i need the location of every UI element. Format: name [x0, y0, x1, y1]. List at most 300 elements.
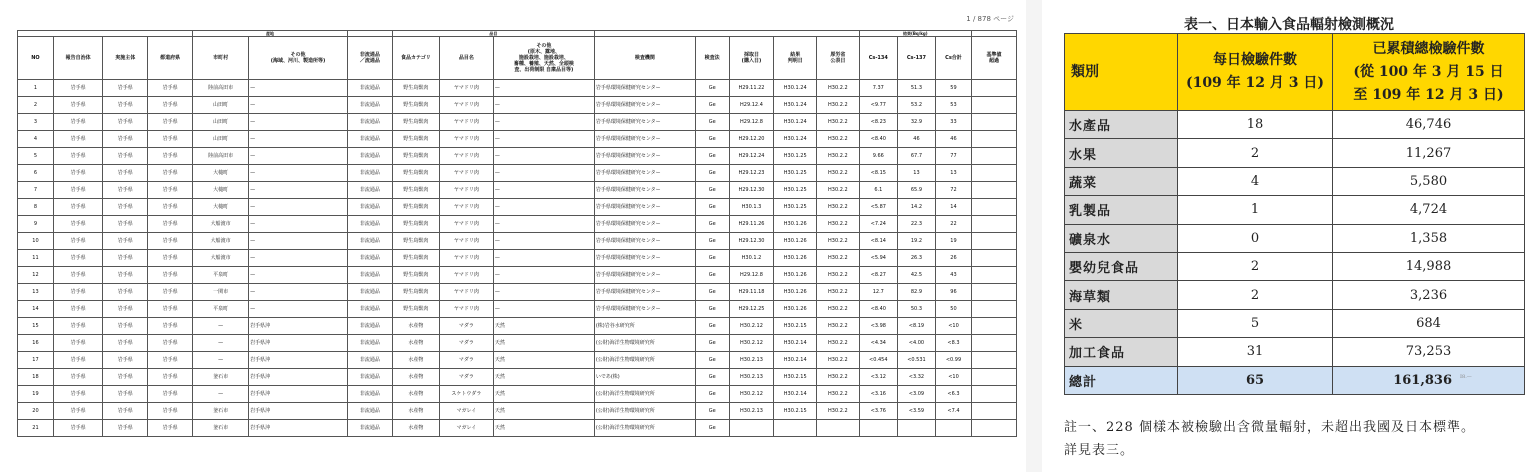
table-cell: H30.1.26 [774, 250, 817, 267]
table-cell [971, 131, 1016, 148]
table-cell: H30.2.2 [817, 182, 860, 199]
table-cell: 岩手県 [53, 284, 102, 301]
table-cell: 岩手県 [53, 250, 102, 267]
header-daily-line2: (109 年 12 月 3 日) [1185, 75, 1325, 91]
table-cell: 10 [18, 233, 54, 250]
table-cell: 岩手県 [103, 352, 148, 369]
table-cell: 岩手県 [103, 131, 148, 148]
table-cell: <3.76 [859, 403, 897, 420]
table-cell: H30.2.2 [817, 369, 860, 386]
table-cell: 釜石市 [193, 403, 249, 420]
column-header: その他 (原木、露地、 施設栽培、施設栽培、 畜種、養殖、天然、全頭検 査、出荷制限 自粛品目等) [493, 37, 594, 80]
table-cell: 岩手県 [53, 369, 102, 386]
table-row [18, 284, 1017, 301]
table-cell: 岩手県 [103, 80, 148, 97]
table-cell: (公財)海洋生物環境研究所 [594, 420, 695, 437]
group-result: 結果(Bq/kg) [859, 31, 971, 37]
cumulative-count-cell: 4,724 [1333, 196, 1525, 224]
table-row [18, 216, 1017, 233]
table-cell: 天然 [493, 420, 594, 437]
table-cell: 岩手県 [53, 165, 102, 182]
table-cell: 非流通品 [347, 250, 392, 267]
table-cell: 野生鳥獣肉 [392, 165, 439, 182]
table-cell: H30.2.2 [817, 199, 860, 216]
table-cell: 岩手県 [53, 403, 102, 420]
table-cell: 非流通品 [347, 301, 392, 318]
table-cell [971, 352, 1016, 369]
table-cell: — [493, 284, 594, 301]
daily-count-cell: 5 [1178, 309, 1333, 337]
table-row [18, 403, 1017, 420]
table-cell: H30.1.25 [774, 199, 817, 216]
table-cell: H30.2.2 [817, 97, 860, 114]
table-cell: 岩手県 [148, 352, 193, 369]
table-cell: H30.1.3 [729, 199, 774, 216]
table-cell: — [493, 114, 594, 131]
table-cell: <3.32 [897, 369, 935, 386]
table-cell: 岩手県 [148, 97, 193, 114]
table-cell: 岩手県 [53, 148, 102, 165]
table-cell: H30.2.13 [729, 403, 774, 420]
table-cell: 水産物 [392, 335, 439, 352]
table-cell: 43 [936, 267, 972, 284]
table-cell: <0.99 [936, 352, 972, 369]
table-cell: 岩手県 [103, 182, 148, 199]
table-cell: H30.1.26 [774, 216, 817, 233]
table-cell: 19 [936, 233, 972, 250]
column-header: その他 (海域、河川、製造所等) [249, 37, 348, 80]
total-daily: 65 [1178, 366, 1333, 394]
table-cell: 6.1 [859, 182, 897, 199]
table-cell: 非流通品 [347, 80, 392, 97]
table-cell: 岩手県 [53, 233, 102, 250]
table-cell: 1 [18, 80, 54, 97]
table-cell: H30.2.12 [729, 318, 774, 335]
table-cell: 非流通品 [347, 114, 392, 131]
table-cell: ヤマドリ肉 [439, 148, 493, 165]
page-indicator: 1 / 878 ページ [966, 15, 1014, 23]
table-cell: — [249, 148, 348, 165]
radiation-summary-table [1064, 33, 1525, 395]
table-cell: Ge [695, 131, 729, 148]
table-cell: 非流通品 [347, 284, 392, 301]
table-cell: 12.7 [859, 284, 897, 301]
column-header: 検査法 [695, 37, 729, 80]
table-title: 表一、日本輸入食品輻射檢測概況 [1184, 17, 1394, 33]
table-cell: 岩手県沖 [249, 403, 348, 420]
table-cell: 岩手県 [53, 420, 102, 437]
table-cell: マダラ [439, 369, 493, 386]
table-cell: — [193, 335, 249, 352]
table-cell: H30.2.14 [774, 352, 817, 369]
table-cell: H30.2.15 [774, 318, 817, 335]
table-cell: 20 [18, 403, 54, 420]
cumulative-count-cell: 5,580 [1333, 167, 1525, 195]
table-cell [971, 216, 1016, 233]
table-cell: H30.2.2 [817, 165, 860, 182]
table-cell: 15 [18, 318, 54, 335]
table-cell: H29.12.25 [729, 301, 774, 318]
table-cell: H30.2.2 [817, 131, 860, 148]
table-cell: 岩手県沖 [249, 420, 348, 437]
table-cell: 岩手県 [148, 182, 193, 199]
table-cell: 岩手県 [103, 386, 148, 403]
table-cell [971, 369, 1016, 386]
table-cell: — [249, 131, 348, 148]
table-cell: — [249, 284, 348, 301]
column-header: 食品カテゴリ [392, 37, 439, 80]
table-cell: H29.12.20 [729, 131, 774, 148]
table-cell: 岩手県 [148, 216, 193, 233]
table-cell [774, 420, 817, 437]
table-cell: <3.98 [859, 318, 897, 335]
daily-count-cell: 1 [1178, 196, 1333, 224]
table-cell: 13 [18, 284, 54, 301]
table-cell: H30.2.2 [817, 335, 860, 352]
table-cell: 岩手県沖 [249, 369, 348, 386]
category-cell: 嬰幼兒食品 [1065, 252, 1178, 280]
table-cell: 釜石市 [193, 369, 249, 386]
table-cell: 岩手県 [53, 352, 102, 369]
table-cell: 50.3 [897, 301, 935, 318]
table-cell [971, 386, 1016, 403]
table-row [18, 420, 1017, 437]
table-cell: 岩手県 [148, 284, 193, 301]
table-cell: H30.1.24 [774, 114, 817, 131]
table-cell [971, 250, 1016, 267]
table-cell: H30.1.24 [774, 97, 817, 114]
table-cell: H29.12.30 [729, 233, 774, 250]
table-cell: 山田町 [193, 97, 249, 114]
summary-row [1065, 224, 1525, 252]
table-row [18, 97, 1017, 114]
table-cell: 13 [936, 165, 972, 182]
table-cell: 岩手県環境保健研究センター [594, 233, 695, 250]
table-cell [971, 267, 1016, 284]
footnote-line2: 詳見表三。 [1064, 443, 1135, 458]
table-cell: <3.16 [859, 386, 897, 403]
table-cell: — [249, 267, 348, 284]
table-cell: (公財)海洋生物環境研究所 [594, 403, 695, 420]
column-header: 報告自治体 [53, 37, 102, 80]
table-cell: 非流通品 [347, 165, 392, 182]
table-cell: 大槌町 [193, 182, 249, 199]
table-row [18, 318, 1017, 335]
column-header: 市町村 [193, 37, 249, 80]
table-cell: 46 [897, 131, 935, 148]
table-cell: 野生鳥獣肉 [392, 131, 439, 148]
table-cell: H30.2.2 [817, 301, 860, 318]
table-row [18, 148, 1017, 165]
table-cell: — [193, 318, 249, 335]
table-cell: H30.2.2 [817, 233, 860, 250]
table-cell: 32.9 [897, 114, 935, 131]
table-cell: 51.3 [897, 80, 935, 97]
table-cell: Ge [695, 233, 729, 250]
table-cell: <6.3 [936, 386, 972, 403]
table-cell: H30.1.25 [774, 148, 817, 165]
table-cell: Ge [695, 182, 729, 199]
category-cell: 水果 [1065, 139, 1178, 167]
table-cell: — [249, 199, 348, 216]
header-daily [1178, 34, 1333, 111]
daily-count-cell: 18 [1178, 111, 1333, 139]
table-cell: H29.12.30 [729, 182, 774, 199]
table-cell: <0.531 [897, 352, 935, 369]
table-cell: 50 [936, 301, 972, 318]
table-cell: 大槌町 [193, 199, 249, 216]
table-cell: — [493, 250, 594, 267]
table-cell: ヤマドリ肉 [439, 114, 493, 131]
table-cell: 天然 [493, 386, 594, 403]
table-row [18, 165, 1017, 182]
table-cell: 水産物 [392, 386, 439, 403]
table-cell: 天然 [493, 352, 594, 369]
table-cell: 岩手県環境保健研究センター [594, 301, 695, 318]
total-cumulative-value: 161,836 [1393, 372, 1453, 388]
table-cell: <7.4 [936, 403, 972, 420]
table-cell: 岩手県 [103, 318, 148, 335]
table-cell: 非流通品 [347, 386, 392, 403]
table-cell: 岩手県環境保健研究センター [594, 267, 695, 284]
table-row [18, 250, 1017, 267]
table-cell: ヤマドリ肉 [439, 233, 493, 250]
table-cell: 26.3 [897, 250, 935, 267]
taiwan-summary-document [1042, 0, 1536, 472]
table-cell: ヤマドリ肉 [439, 165, 493, 182]
table-cell [971, 199, 1016, 216]
table-cell: H29.12.24 [729, 148, 774, 165]
table-cell: <8.27 [859, 267, 897, 284]
table-cell: H30.2.2 [817, 216, 860, 233]
daily-count-cell: 0 [1178, 224, 1333, 252]
table-cell: ヤマドリ肉 [439, 182, 493, 199]
table-cell: 46 [936, 131, 972, 148]
table-cell [971, 318, 1016, 335]
table-cell: — [249, 233, 348, 250]
table-cell: 岩手県 [53, 318, 102, 335]
table-cell: H29.12.8 [729, 114, 774, 131]
table-cell [971, 403, 1016, 420]
table-cell: 山田町 [193, 114, 249, 131]
summary-row [1065, 167, 1525, 195]
table-cell: — [249, 97, 348, 114]
table-cell [971, 148, 1016, 165]
table-cell: 岩手県 [103, 216, 148, 233]
table-cell: Ge [695, 420, 729, 437]
table-cell: — [493, 97, 594, 114]
table-cell: 岩手県 [148, 233, 193, 250]
table-cell: <8.15 [859, 165, 897, 182]
table-cell: 82.9 [897, 284, 935, 301]
column-header-row [18, 37, 1017, 80]
summary-row [1065, 139, 1525, 167]
table-row [18, 114, 1017, 131]
scan-mark: I8.— [1460, 373, 1472, 380]
table-cell: Ge [695, 97, 729, 114]
column-header: 厚労省 公表日 [817, 37, 860, 80]
table-cell: マガレイ [439, 420, 493, 437]
japan-inspection-table [17, 30, 1017, 437]
table-cell: 非流通品 [347, 131, 392, 148]
table-cell: 非流通品 [347, 403, 392, 420]
cumulative-count-cell: 11,267 [1333, 139, 1525, 167]
table-cell: 岩手県 [103, 233, 148, 250]
table-cell: 3 [18, 114, 54, 131]
table-cell: 岩手県 [103, 420, 148, 437]
summary-row [1065, 338, 1525, 366]
table-cell: Ge [695, 335, 729, 352]
table-cell: H29.11.18 [729, 284, 774, 301]
table-cell: 22.3 [897, 216, 935, 233]
column-header: Cs-134 [859, 37, 897, 80]
table-cell: — [249, 250, 348, 267]
table-cell: H29.12.23 [729, 165, 774, 182]
table-cell: 陸前高田市 [193, 80, 249, 97]
table-cell: 岩手県環境保健研究センター [594, 250, 695, 267]
table-cell: 岩手県 [148, 369, 193, 386]
table-cell: 岩手県沖 [249, 386, 348, 403]
table-cell: 岩手県環境保健研究センター [594, 216, 695, 233]
table-cell: 8 [18, 199, 54, 216]
table-cell: H30.2.15 [774, 369, 817, 386]
table-cell: マガレイ [439, 403, 493, 420]
table-cell: スケトウダラ [439, 386, 493, 403]
table-cell [817, 420, 860, 437]
table-cell: H30.2.15 [774, 403, 817, 420]
group-item: 品目 [392, 31, 594, 37]
table-cell: H30.1.26 [774, 233, 817, 250]
table-cell: 岩手県環境保健研究センター [594, 284, 695, 301]
table-cell: 岩手県 [103, 250, 148, 267]
table-cell: 岩手県 [103, 199, 148, 216]
table-cell: ヤマドリ肉 [439, 301, 493, 318]
table-cell: 岩手県 [53, 97, 102, 114]
column-header: 実施主体 [103, 37, 148, 80]
table-cell: H29.11.22 [729, 80, 774, 97]
summary-row [1065, 281, 1525, 309]
table-cell: 岩手県 [53, 335, 102, 352]
table-cell: H30.2.12 [729, 386, 774, 403]
table-cell: 33 [936, 114, 972, 131]
table-row [18, 352, 1017, 369]
table-cell: 2 [18, 97, 54, 114]
column-header: 都道府県 [148, 37, 193, 80]
table-cell: 非流通品 [347, 199, 392, 216]
table-cell: 岩手県 [53, 386, 102, 403]
table-cell: 岩手県 [53, 301, 102, 318]
table-cell: 非流通品 [347, 267, 392, 284]
table-cell: H30.2.13 [729, 352, 774, 369]
table-cell: (公財)海洋生物環境研究所 [594, 352, 695, 369]
table-cell: 水産物 [392, 352, 439, 369]
table-cell: 岩手県 [148, 420, 193, 437]
summary-row [1065, 252, 1525, 280]
header-cumulative-line3: 至 109 年 12 月 3 日) [1353, 86, 1504, 103]
table-cell: 岩手県 [148, 131, 193, 148]
table-cell: <5.94 [859, 250, 897, 267]
table-cell: 野生鳥獣肉 [392, 182, 439, 199]
table-cell: 大船渡市 [193, 233, 249, 250]
summary-row [1065, 196, 1525, 224]
table-cell: 岩手県環境保健研究センター [594, 131, 695, 148]
table-cell: マダラ [439, 335, 493, 352]
table-cell: H29.12.8 [729, 267, 774, 284]
table-cell: 9.66 [859, 148, 897, 165]
table-cell: 岩手県環境保健研究センター [594, 148, 695, 165]
table-cell: 岩手県 [148, 318, 193, 335]
table-cell: 野生鳥獣肉 [392, 284, 439, 301]
table-cell: 水産物 [392, 420, 439, 437]
table-cell: 77 [936, 148, 972, 165]
table-cell: 非流通品 [347, 352, 392, 369]
table-cell: 11 [18, 250, 54, 267]
table-cell: 岩手県 [53, 216, 102, 233]
table-cell: 19 [18, 386, 54, 403]
table-cell: H29.11.26 [729, 216, 774, 233]
table-cell: 水産物 [392, 403, 439, 420]
table-cell: ヤマドリ肉 [439, 97, 493, 114]
table-cell: H30.1.24 [774, 80, 817, 97]
table-cell: 非流通品 [347, 318, 392, 335]
table-cell [936, 420, 972, 437]
table-cell [729, 420, 774, 437]
table-cell: <5.87 [859, 199, 897, 216]
cumulative-count-cell: 3,236 [1333, 281, 1525, 309]
table-cell [897, 420, 935, 437]
table-cell: 4 [18, 131, 54, 148]
table-cell: H30.1.2 [729, 250, 774, 267]
table-cell: H29.12.4 [729, 97, 774, 114]
table-cell: 岩手県 [148, 386, 193, 403]
table-cell: ヤマドリ肉 [439, 284, 493, 301]
table-cell: (公財)海洋生物環境研究所 [594, 335, 695, 352]
table-cell: 18 [18, 369, 54, 386]
table-cell: 野生鳥獣肉 [392, 148, 439, 165]
daily-count-cell: 4 [1178, 167, 1333, 195]
table-cell: 岩手県 [148, 403, 193, 420]
header-category: 類別 [1065, 34, 1178, 111]
table-cell: <8.19 [897, 318, 935, 335]
table-cell: 岩手県 [148, 267, 193, 284]
table-cell [859, 420, 897, 437]
table-cell: <7.24 [859, 216, 897, 233]
table-cell: 岩手県 [53, 199, 102, 216]
table-cell: 岩手県 [53, 80, 102, 97]
table-cell: 岩手県沖 [249, 335, 348, 352]
table-cell: H30.1.25 [774, 165, 817, 182]
table-cell: Ge [695, 284, 729, 301]
column-header: 検査機関 [594, 37, 695, 80]
table-cell: — [493, 233, 594, 250]
table-cell: 7.37 [859, 80, 897, 97]
table-cell: Ge [695, 267, 729, 284]
footnote [1064, 416, 1524, 462]
column-header: NO [18, 37, 54, 80]
table-cell: Ge [695, 386, 729, 403]
table-cell: 26 [936, 250, 972, 267]
table-cell: H30.1.24 [774, 131, 817, 148]
table-cell: 天然 [493, 318, 594, 335]
table-cell: — [493, 216, 594, 233]
table-cell [971, 233, 1016, 250]
table-cell: — [493, 301, 594, 318]
cumulative-count-cell: 684 [1333, 309, 1525, 337]
summary-row [1065, 309, 1525, 337]
table-cell: 岩手県 [148, 148, 193, 165]
table-cell: 天然 [493, 369, 594, 386]
table-cell: 65.9 [897, 182, 935, 199]
